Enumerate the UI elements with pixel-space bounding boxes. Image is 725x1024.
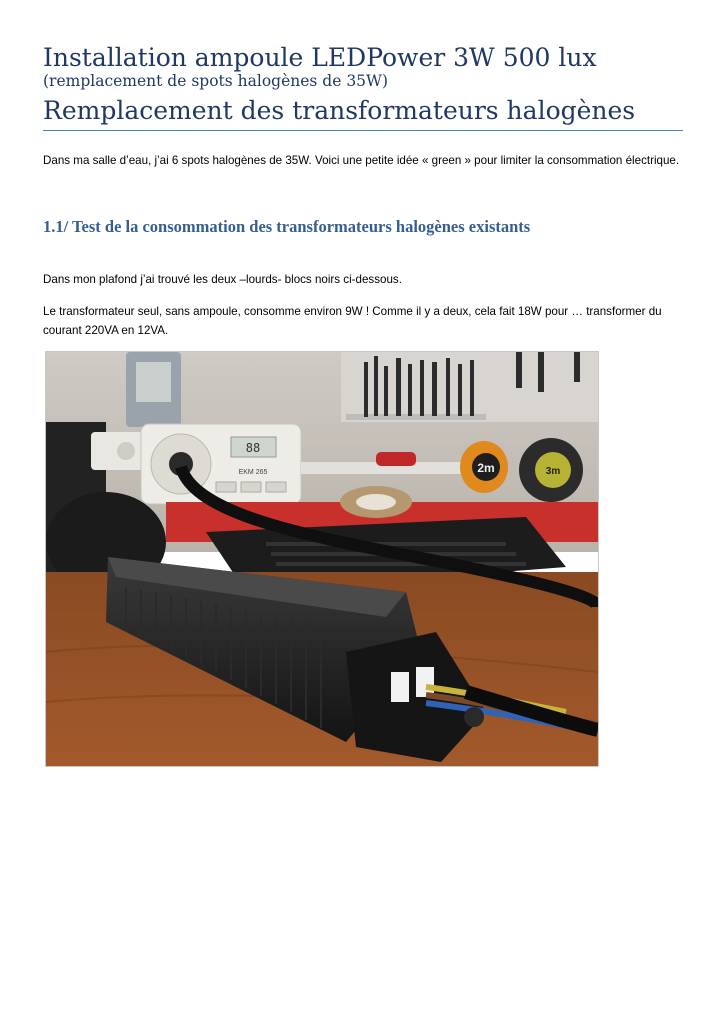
document-title — [43, 44, 683, 90]
meter-display: 88 — [245, 441, 261, 455]
title-sub: (remplacement de spots halogènes de 35W) — [43, 71, 389, 90]
document-subtitle: Remplacement des transformateurs halogènes — [43, 96, 636, 125]
tape-label-3m: 3m — [545, 466, 561, 477]
section-heading: 1.1/ Test de la consommation des transformateurs halogènes existants — [43, 217, 531, 236]
meter-label: EKM 265 — [238, 469, 268, 476]
transformer-photo — [45, 351, 599, 767]
tape-label-2m: 2m — [477, 461, 495, 475]
paragraph-consumption: Le transformateur seul, sans ampoule, consomme environ 9W ! Comme il y a deux, cela fait 18W pour … transformer du courant 220VA en 12VA. — [43, 305, 662, 337]
paragraph-ceiling: Dans mon plafond j’ai trouvé les deux –lourds- blocs noirs ci-dessous. — [43, 273, 402, 286]
title-underline — [43, 130, 683, 131]
title-main: Installation ampoule LEDPower 3W 500 lux — [43, 43, 597, 72]
intro-paragraph: Dans ma salle d’eau, j’ai 6 spots halogènes de 35W. Voici une petite idée « green » pour limiter la consommation électrique. — [43, 154, 680, 167]
